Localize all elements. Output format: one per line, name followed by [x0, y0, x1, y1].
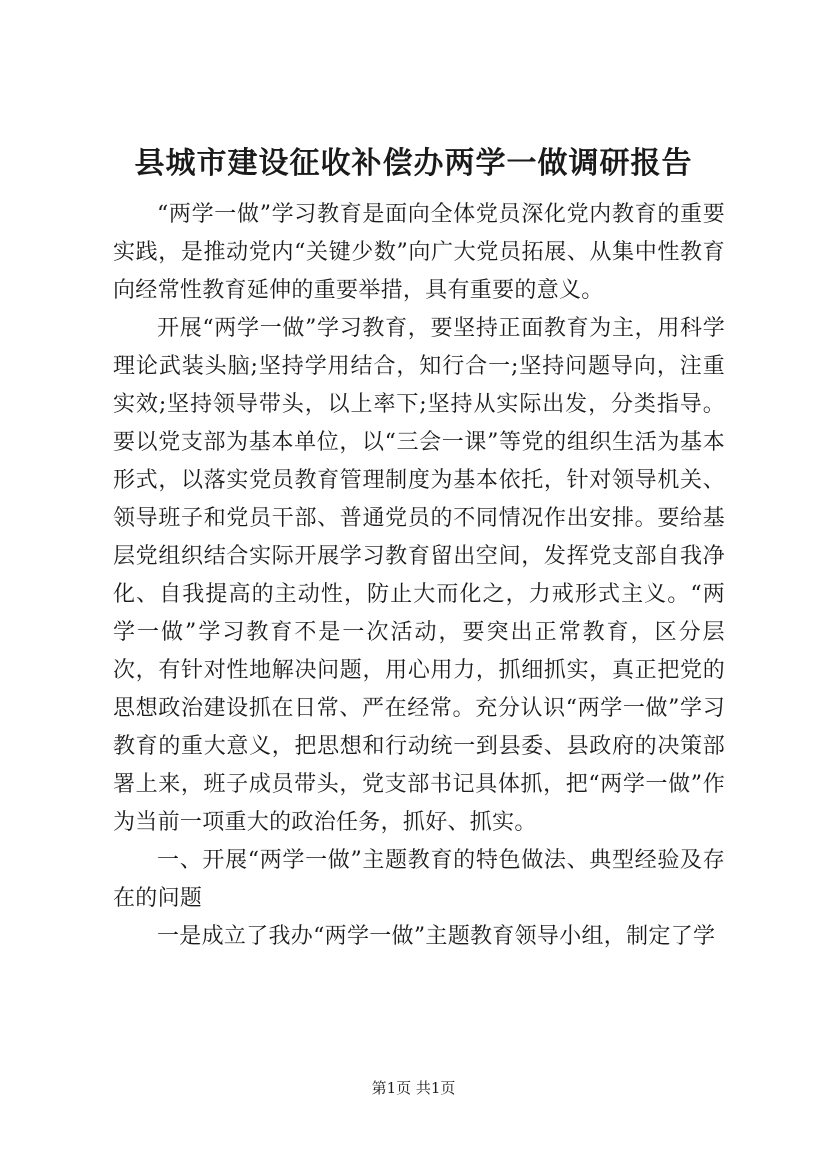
document-title: 县城市建设征收补偿办两学一做调研报告 [134, 146, 693, 181]
paragraph-intro: “两学一做”学习教育是面向全体党员深化党内教育的重要实践，是推动党内“关键少数”向广大党员拓展、从集中性教育向经常性教育延伸的重要举措，具有重要的意义。 [113, 202, 725, 303]
page-footer: 第1页 共1页 [371, 1079, 456, 1097]
document-body [113, 196, 725, 956]
paragraph-requirements: 开展“两学一做”学习教育，要坚持正面教育为主，用科学理论武装头脑;坚持学用结合，知行合一;坚持问题导向，注重实效;坚持领导带头，以上率下;坚持从实际出发，分类指导。要以党支部为基本单位，以“三会一课”等党的组织生活为基本形式，以落实党员教育管理制度为基本依托，针对领导机关、领导班子和党员干部、普通党员的不同情况作出安排。要给基层党组织结合实际开展学习教育留出空间，发挥党支部自我净化、自我提高的主动性，防止大而化之，力戒形式主义。“两学一做”学习教育不是一次活动，要突出正常教育，区分层次，有针对性地解决问题，用心用力，抓细抓实，真正把党的思想政治建设抓在日常、严在经常。充分认识“两学一做”学习教育的重大意义，把思想和行动统一到县委、县政府的决策部署上来，班子成员带头，党支部书记具体抓，把“两学一做”作为当前一项重大的政治任务，抓好、抓实。 [113, 316, 725, 835]
paragraph-item-1: 一是成立了我办“两学一做”主题教育领导小组，制定了学 [157, 924, 716, 949]
section-heading-1: 一、开展“两学一做”主题教育的特色做法、典型经验及存在的问题 [113, 848, 725, 911]
